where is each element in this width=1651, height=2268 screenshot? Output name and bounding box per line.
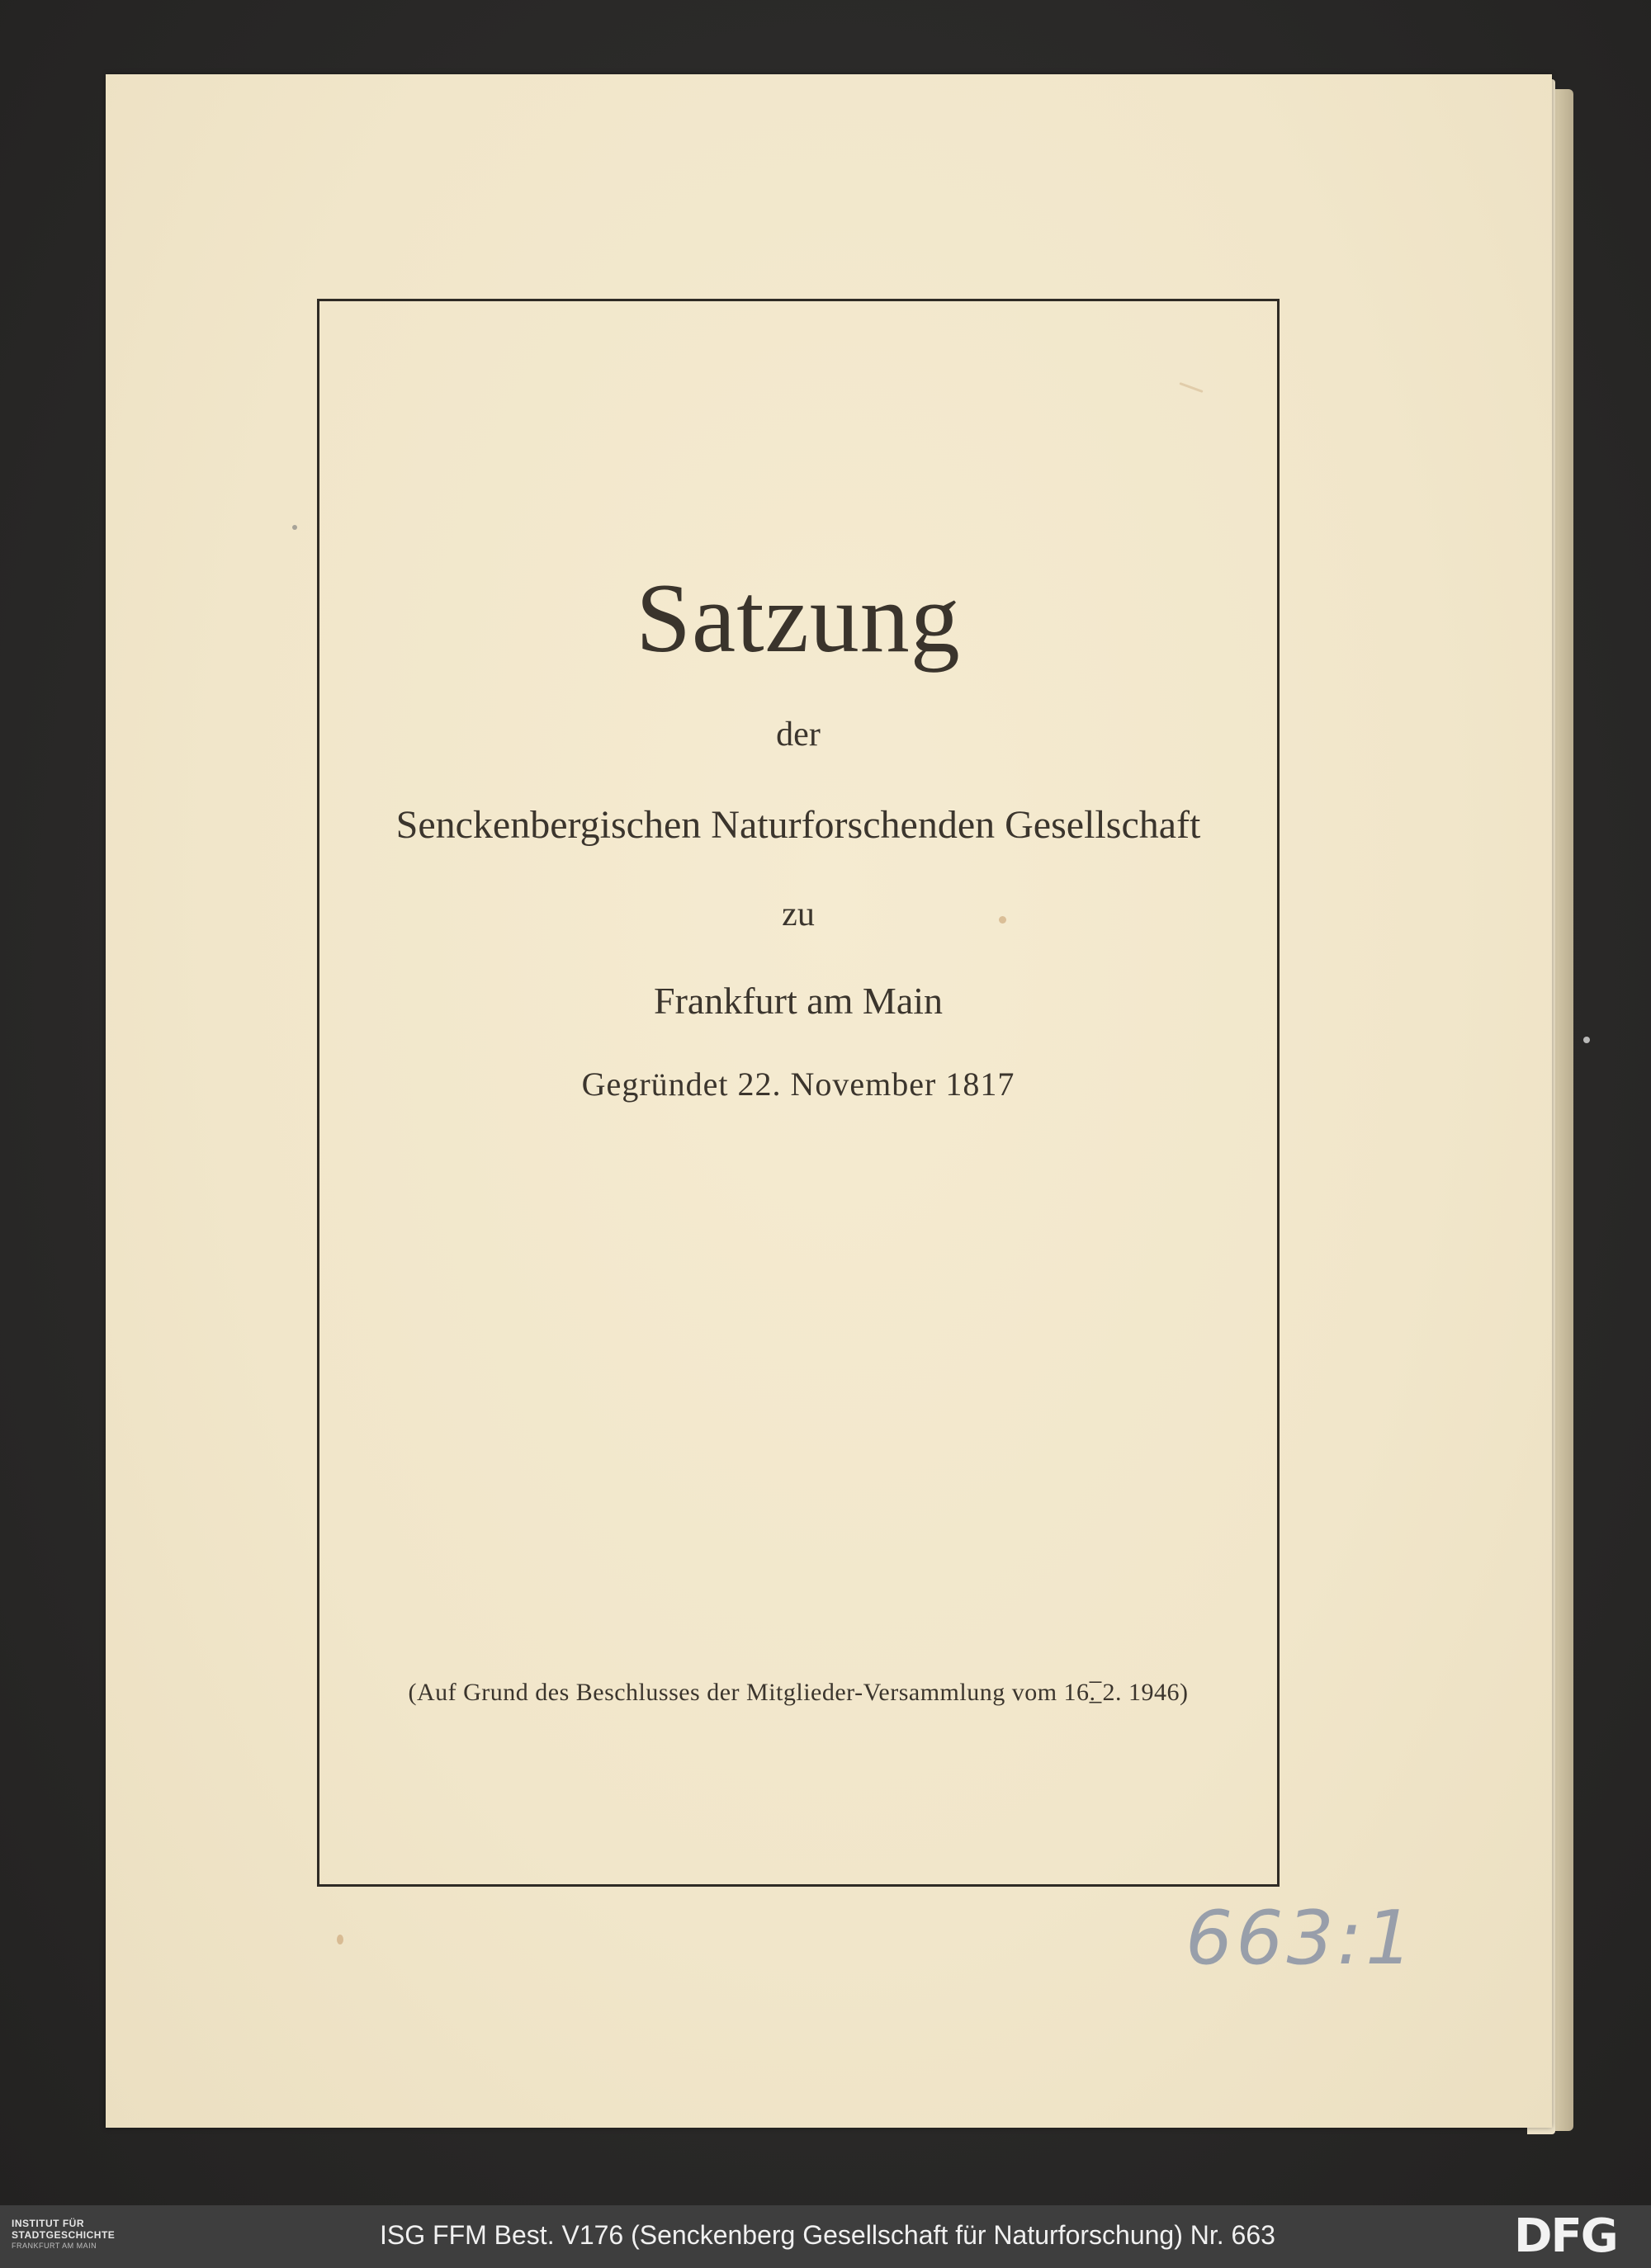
paper-speck bbox=[999, 916, 1006, 924]
dfg-logo: DFG bbox=[1514, 2209, 1617, 2263]
paper-speck bbox=[1583, 1037, 1590, 1043]
institute-name-line2: STADTGESCHICHTE bbox=[12, 2229, 116, 2241]
founding-date: Gegründet 22. November 1817 bbox=[581, 1065, 1015, 1103]
paper-speck bbox=[337, 1935, 343, 1944]
title-line-der: der bbox=[776, 716, 821, 754]
pencil-archive-number: 663:1 bbox=[1185, 1895, 1417, 1982]
resolution-note: (Auf Grund des Beschlusses der Mitglieder-Versammlung vom 16.̲̅ 2. 1946) bbox=[408, 1679, 1189, 1706]
paper-speck bbox=[292, 525, 297, 530]
title-line-zu: zu bbox=[782, 895, 815, 933]
document-title: Satzung bbox=[636, 563, 961, 673]
city-name: Frankfurt am Main bbox=[653, 980, 944, 1022]
institute-name-line1: INSTITUT FÜR bbox=[12, 2218, 84, 2229]
archive-citation: ISG FFM Best. V176 (Senckenberg Gesellschaft für Naturforschung) Nr. 663 bbox=[380, 2220, 1275, 2250]
institute-location: FRANKFURT AM MAIN bbox=[12, 2242, 97, 2250]
isg-logo bbox=[12, 2218, 115, 2250]
society-name: Senckenbergischen Naturforschenden Gesellschaft bbox=[395, 803, 1201, 847]
